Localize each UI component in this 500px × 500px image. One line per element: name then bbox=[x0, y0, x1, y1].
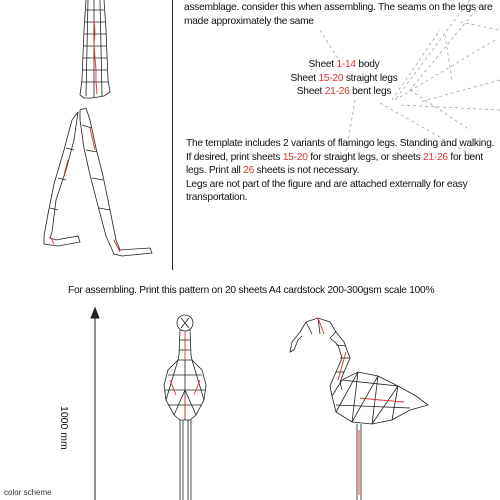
sheet-list-straight: Sheet 15-20 straight legs bbox=[290, 72, 398, 84]
legs-info-line-3: legs. Print all 26 sheets is not necessary. bbox=[186, 165, 360, 176]
legs-info-line-4: Legs are not part of the figure and are attached externally for easy bbox=[186, 178, 468, 190]
legs-info-line-1: The template includes 2 variants of flamingo legs. Standing and walking. bbox=[186, 138, 495, 149]
sheet-list-bent: Sheet 21-26 bent legs bbox=[296, 86, 392, 97]
sheet-list-body: Sheet 1-14 body bbox=[308, 59, 380, 70]
legs-info-line-2: If desired, print sheets 15-20 for straight legs, or sheets 21-26 for bent bbox=[186, 151, 483, 163]
intro-line-2: made approximately the same bbox=[184, 15, 314, 27]
legs-info-line-5: transportation. bbox=[186, 192, 248, 203]
sheet-range-body: 1-14 bbox=[336, 59, 356, 70]
print-note: For assembling. Print this pattern on 20 sheets A4 cardstock 200-300gsm scale 100% bbox=[68, 285, 435, 296]
sheet-range-straight: 15-20 bbox=[318, 72, 344, 84]
sheet-range-bent: 21-26 bbox=[324, 86, 350, 97]
height-label: 1000 mm bbox=[58, 406, 70, 450]
intro-line-1: assemblage. consider this when assembling. The seams on the legs are bbox=[184, 2, 493, 13]
color-scheme-label: color scheme bbox=[4, 488, 52, 497]
